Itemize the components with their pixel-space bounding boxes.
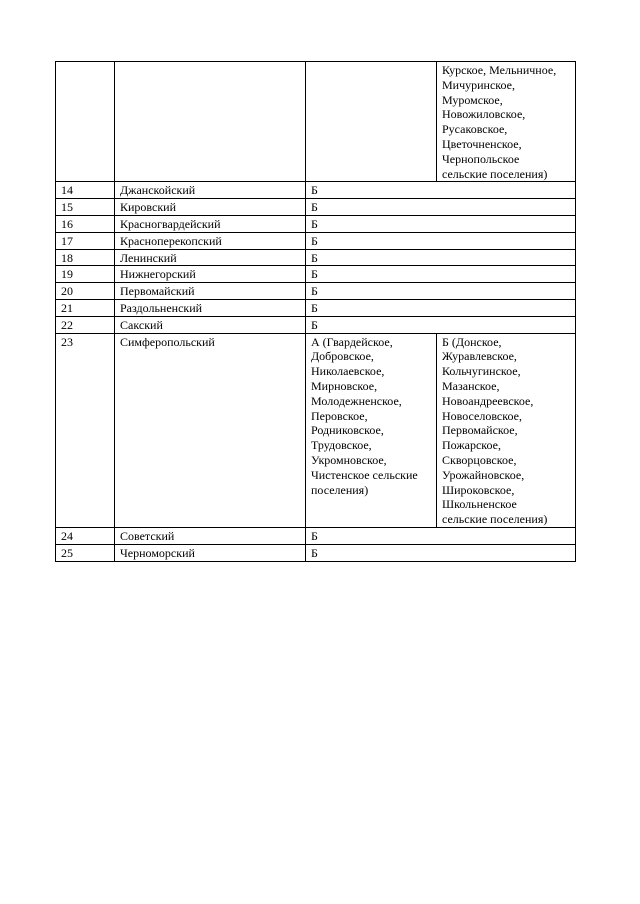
- row-number-cell: 22: [56, 316, 115, 333]
- table-row: [56, 266, 576, 283]
- table-row: [56, 299, 576, 316]
- row-number-cell: 14: [56, 182, 115, 199]
- category-b-cell: Курское, Мельничное, Мичуринское, Муромское, Новожиловское, Русаковское, Цветочненское, Чернопольское сельские поселения): [437, 62, 576, 182]
- table-row: [56, 232, 576, 249]
- district-name-cell: Красногвардейский: [115, 215, 306, 232]
- category-cell: Б: [306, 544, 576, 561]
- district-name-cell: Кировский: [115, 199, 306, 216]
- district-name-cell: Черноморский: [115, 544, 306, 561]
- row-number-cell: 23: [56, 333, 115, 527]
- district-name-cell: Красноперекопский: [115, 232, 306, 249]
- district-name-cell: Советский: [115, 527, 306, 544]
- category-cell: Б: [306, 249, 576, 266]
- table-row: [56, 249, 576, 266]
- row-number-cell: 16: [56, 215, 115, 232]
- row-number-cell: 21: [56, 299, 115, 316]
- row-number-cell: 15: [56, 199, 115, 216]
- table-row: [56, 215, 576, 232]
- category-cell: Б: [306, 299, 576, 316]
- category-cell: Б: [306, 182, 576, 199]
- district-name-cell: Симферопольский: [115, 333, 306, 527]
- row-number-cell: 18: [56, 249, 115, 266]
- category-cell: Б: [306, 266, 576, 283]
- row-number-cell: 19: [56, 266, 115, 283]
- category-b-cell: Б (Донское, Журавлевское, Кольчугинское, Мазанское, Новоандреевское, Новоселовское, Первомайское, Пожарское, Скворцовское, Урожайновское, Широковское, Школьненское сельские поселения): [437, 333, 576, 527]
- table-row: [56, 527, 576, 544]
- category-cell: Б: [306, 316, 576, 333]
- district-name-cell: Раздольненский: [115, 299, 306, 316]
- category-a-cell: [306, 62, 437, 182]
- category-cell: Б: [306, 199, 576, 216]
- table-row: [56, 544, 576, 561]
- table-row: [56, 316, 576, 333]
- row-number-cell: 24: [56, 527, 115, 544]
- category-cell: Б: [306, 232, 576, 249]
- table-row: [56, 283, 576, 300]
- row-number-cell: 20: [56, 283, 115, 300]
- district-name-cell: Ленинский: [115, 249, 306, 266]
- table-row: [56, 333, 576, 527]
- row-number-cell: 25: [56, 544, 115, 561]
- category-cell: Б: [306, 215, 576, 232]
- table-row: [56, 62, 576, 182]
- row-number-cell: 17: [56, 232, 115, 249]
- district-name-cell: Первомайский: [115, 283, 306, 300]
- district-name-cell: Нижнегорский: [115, 266, 306, 283]
- district-name-cell: Джанскойский: [115, 182, 306, 199]
- category-cell: Б: [306, 527, 576, 544]
- district-name-cell: Сакский: [115, 316, 306, 333]
- table-row: [56, 182, 576, 199]
- table-row: [56, 199, 576, 216]
- district-name-cell: [115, 62, 306, 182]
- category-a-cell: А (Гвардейское, Добровское, Николаевское, Мирновское, Молодежненское, Перовское, Родниковское, Трудовское, Укромновское, Чистенское сельские поселения): [306, 333, 437, 527]
- category-cell: Б: [306, 283, 576, 300]
- row-number-cell: [56, 62, 115, 182]
- districts-table: [55, 61, 576, 562]
